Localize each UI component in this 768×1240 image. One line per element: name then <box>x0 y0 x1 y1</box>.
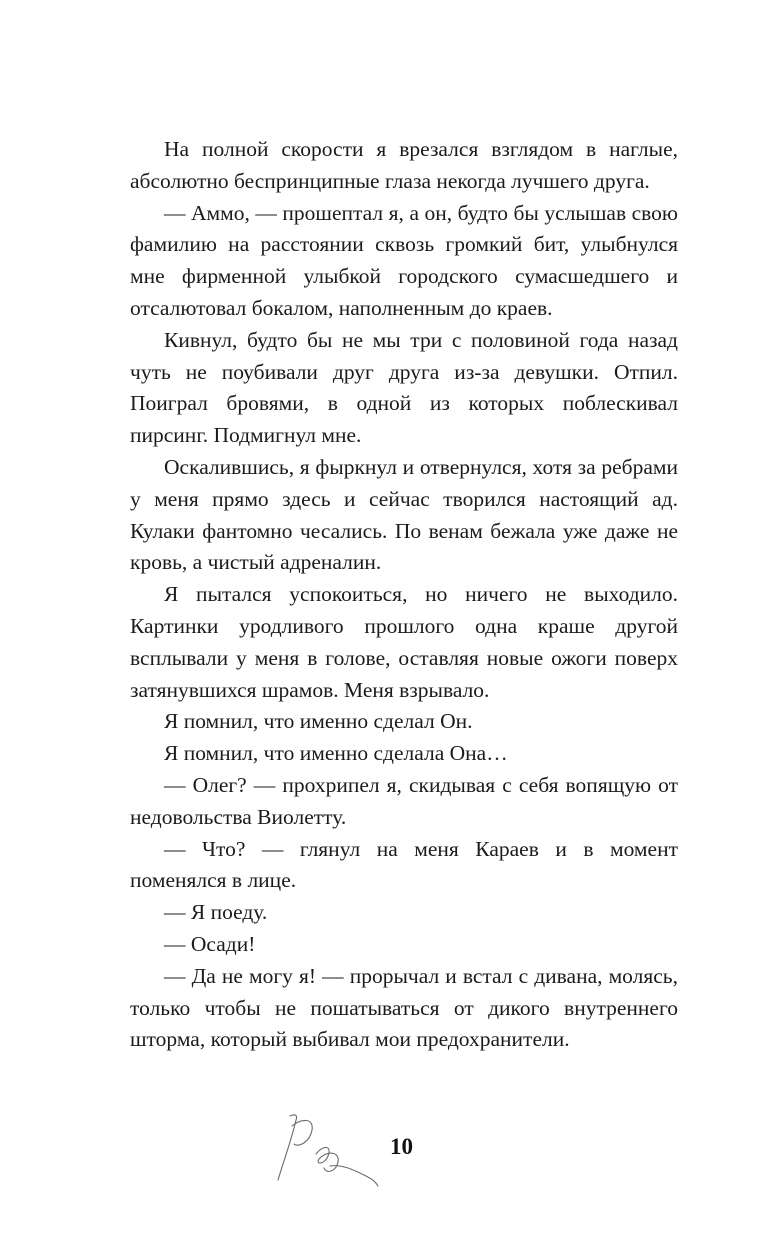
paragraph-9: — Что? — глянул на меня Караев и в момент поменялся в лице. <box>130 836 678 893</box>
page-body-text <box>130 134 678 1056</box>
paragraph-5: Я пытался успокоиться, но ничего не выходило. Картинки уродливого прошлого одна краше другой всплывали у меня в голове, оставляя новые ожоги поверх затянувшихся шрамов. Меня взрывало. <box>130 582 678 702</box>
paragraph-11: — Осади! <box>164 931 256 956</box>
paragraph-2: — Аммо, — прошептал я, а он, будто бы услышав свою фамилию на расстоянии сквозь громкий бит, улыбнулся мне фирменной улыбкой городского сумасшедшего и отсалютовал бокалом, наполненным до краев. <box>130 200 678 320</box>
paragraph-12: — Да не могу я! — прорычал и встал с дивана, молясь, только чтобы не пошатываться от дикого внутреннего шторма, который выбивал мои предохранители. <box>130 963 678 1052</box>
page-number: 10 <box>390 1134 413 1159</box>
paragraph-3: Кивнул, будто бы не мы три с половиной года назад чуть не поубивали друг друга из-за девушки. Отпил. Поиграл бровями, в одной из которых поблескивал пирсинг. Подмигнул мне. <box>130 327 678 448</box>
paragraph-7: Я помнил, что именно сделала Она… <box>164 741 508 766</box>
handwritten-signature-icon <box>268 1104 388 1194</box>
paragraph-4: Оскалившись, я фыркнул и отвернулся, хотя за ребрами у меня прямо здесь и сейчас творился настоящий ад. Кулаки фантомно чесались. По венам бежала уже даже не кровь, а чистый адреналин. <box>130 454 678 575</box>
paragraph-10: — Я поеду. <box>164 900 268 925</box>
paragraph-1: На полной скорости я врезался взглядом в наглые, абсолютно беспринципные глаза некогда лучшего друга. <box>130 137 678 193</box>
paragraph-8: — Олег? — прохрипел я, скидывая с себя вопящую от недовольства Виолетту. <box>130 772 678 829</box>
paragraph-6: Я помнил, что именно сделал Он. <box>164 709 473 734</box>
page-footer <box>262 1100 462 1200</box>
